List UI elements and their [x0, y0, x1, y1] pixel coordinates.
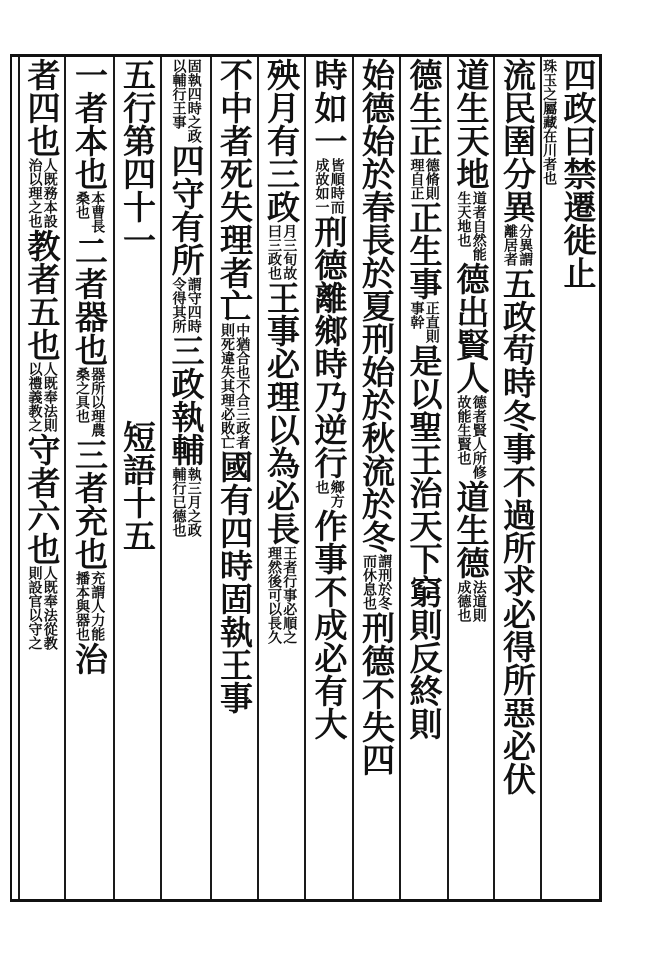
commentary-note — [27, 361, 57, 433]
note-line: 謂守四時 — [185, 277, 202, 333]
bottom-border — [10, 899, 602, 902]
commentary-note — [27, 565, 57, 651]
note-line: 播本與器也 — [74, 571, 90, 641]
note-line: 曰三政也 — [266, 224, 282, 280]
main-text: 守者六也 — [22, 433, 62, 565]
note-line: 以輔行王事 — [170, 59, 187, 129]
main-text: 道生德 — [451, 480, 491, 579]
note-line: 正直則 — [423, 301, 440, 343]
main-text: 五政苟時冬事不過所求必得所惡必伏 — [498, 267, 537, 795]
main-text: 刑德離鄉時乃逆行 — [309, 215, 349, 479]
note-line: 固執四時之政 — [185, 59, 202, 143]
note-line: 執三月之政 — [185, 467, 202, 537]
note-line: 謂刑於冬 — [376, 554, 393, 610]
note-line: 故能生賢也 — [455, 395, 472, 465]
note-line: 離居者 — [502, 224, 518, 266]
note-line: 器所以理農 — [89, 367, 106, 437]
note-line: 充謂人力能 — [89, 571, 106, 641]
note-line: 也 — [313, 480, 330, 494]
note-line: 治以理之也 — [26, 158, 43, 228]
note-line: 成德也 — [455, 580, 472, 622]
note-line: 理自正 — [408, 158, 425, 200]
commentary-note — [75, 366, 105, 438]
commentary-note — [314, 157, 344, 215]
note-line: 道者自然能 — [470, 191, 487, 261]
commentary-note — [27, 157, 57, 229]
commentary-note — [267, 223, 297, 281]
main-text: 時如一 — [309, 58, 349, 157]
note-line: 分異謂 — [517, 224, 534, 266]
commentary-note — [456, 394, 486, 480]
note-line: 珠玉之屬藏在川者也 — [541, 59, 557, 185]
main-text: 德出賢人 — [451, 262, 491, 394]
main-text: 正生事 — [404, 201, 444, 300]
note-line: 桑也 — [74, 191, 90, 219]
note-line: 成故如一 — [313, 158, 330, 214]
text-column-5 — [401, 58, 447, 898]
commentary-note — [503, 223, 533, 267]
main-text: 殃月有三政 — [262, 58, 301, 223]
note-line: 則死違失其理必敗亡 — [219, 323, 235, 449]
text-column-7 — [306, 58, 352, 898]
note-line: 王者行事必順之 — [281, 546, 298, 644]
main-text: 流民圉分異 — [498, 58, 537, 223]
text-column-3 — [495, 58, 540, 898]
note-line: 人既奉法從教 — [41, 566, 58, 650]
text-column-4 — [449, 58, 493, 898]
commentary-note — [171, 276, 201, 334]
text-column-9 — [212, 58, 257, 898]
note-line: 德脩則 — [423, 158, 440, 200]
commentary-note — [456, 190, 486, 262]
note-line: 人既務本設 — [41, 158, 58, 228]
commentary-note — [267, 545, 297, 645]
commentary-note — [362, 553, 392, 611]
main-text: 不中者死失理者亡 — [215, 58, 254, 322]
note-line: 理然後可以長久 — [266, 546, 282, 644]
commentary-note — [171, 58, 201, 144]
note-line: 人既奉法則 — [41, 362, 58, 432]
main-text: 二者器也 — [70, 234, 109, 366]
main-text: 教者五也 — [22, 229, 62, 361]
note-line: 桑之具也 — [74, 367, 90, 423]
text-column-12 — [66, 58, 113, 898]
main-text: 一者本也 — [70, 58, 109, 190]
commentary-note — [75, 570, 105, 642]
note-line: 本曹長 — [89, 191, 106, 233]
commentary-note — [314, 479, 344, 509]
main-text: 三政執輔 — [166, 334, 206, 466]
text-column-10 — [162, 58, 210, 898]
main-text: 作事不成必有大 — [309, 509, 349, 740]
text-column-13 — [20, 58, 64, 898]
main-text: 始德始於春長於夏刑始於秋流於冬 — [357, 58, 396, 553]
text-column-2 — [557, 58, 599, 898]
note-line: 則設官以守之 — [26, 566, 43, 650]
main-text: 道生天地 — [451, 58, 491, 190]
commentary-note — [171, 466, 201, 538]
note-line: 令得其所 — [170, 277, 187, 333]
commentary-note — [409, 157, 439, 201]
main-text: 德生正 — [404, 58, 444, 157]
note-line: 輔行已德也 — [170, 467, 187, 537]
note-line: 法道則 — [470, 580, 487, 622]
note-line: 月三旬故 — [281, 224, 298, 280]
commentary-note — [542, 58, 556, 186]
note-line: 而休息也 — [361, 554, 377, 610]
main-text: 國有四時固執王事 — [215, 450, 254, 714]
text-column-8 — [259, 58, 304, 898]
note-line: 以禮義教之 — [26, 362, 43, 432]
top-border — [10, 54, 602, 57]
main-text: 王事必理以為必長 — [262, 281, 301, 545]
text-column-6 — [354, 58, 399, 898]
main-text: 刑德不失四 — [357, 611, 396, 776]
subtitle-column — [115, 420, 160, 620]
commentary-note — [75, 190, 105, 234]
commentary-note — [456, 579, 486, 623]
note-line: 皆順時而 — [328, 158, 345, 214]
note-line: 德者賢人所修 — [470, 395, 487, 479]
commentary-note — [409, 300, 439, 344]
main-text: 三者充也 — [70, 438, 109, 570]
left-border — [10, 54, 12, 902]
note-line: 中猶合也不合三政者 — [234, 323, 251, 449]
commentary-note — [220, 322, 250, 450]
note-line: 生天地也 — [455, 191, 472, 247]
main-text: 五行第四十一 — [118, 58, 157, 256]
note-line: 鄉方 — [328, 480, 345, 508]
right-border — [599, 54, 602, 902]
main-text: 者四也 — [22, 58, 62, 157]
note-line: 事幹 — [408, 301, 425, 329]
main-text: 治 — [70, 642, 109, 675]
main-text: 四政曰禁遷徙止 — [558, 58, 598, 289]
main-text: 是以聖王治天下窮則反終則 — [404, 344, 444, 740]
text-column-1 — [541, 58, 557, 898]
main-text: 短語十五 — [118, 420, 157, 552]
main-text: 四守有所 — [166, 144, 206, 276]
